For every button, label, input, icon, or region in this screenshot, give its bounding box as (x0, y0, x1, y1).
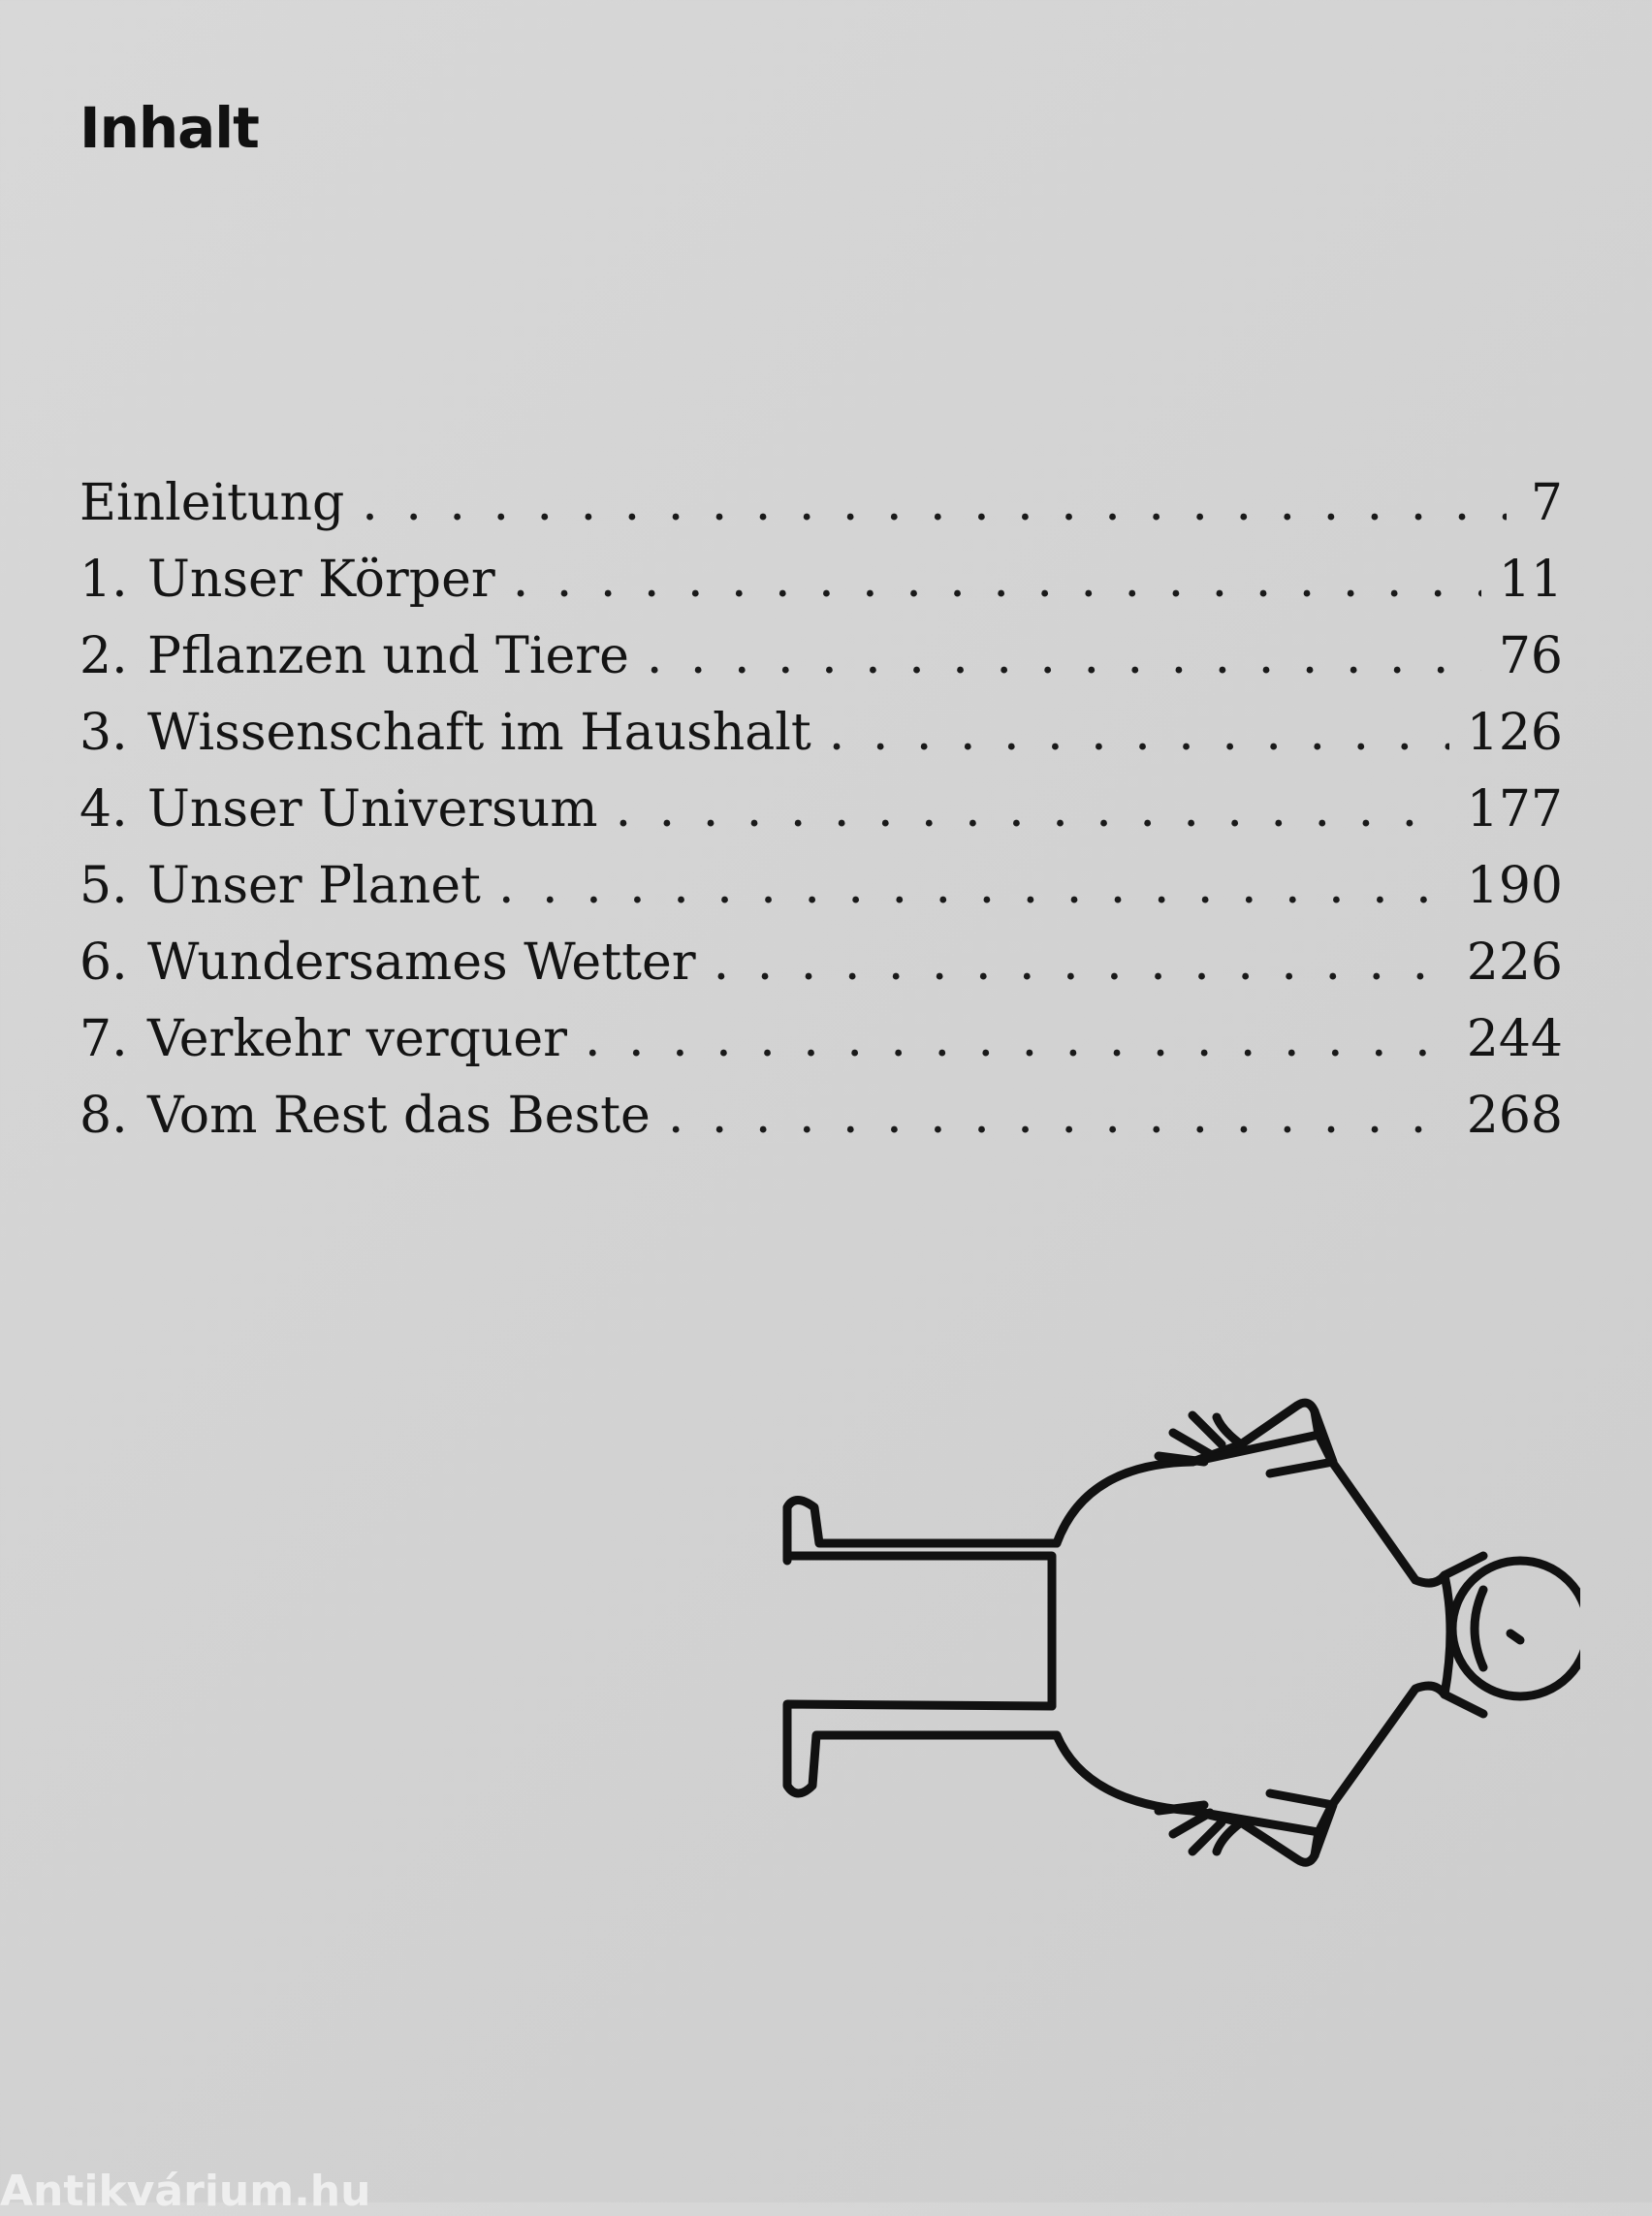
torso (1057, 1403, 1483, 1583)
toc-entry-label: Pflanzen und Tiere (147, 627, 629, 685)
toc-entry-chapter-1[interactable] (79, 542, 1563, 618)
leg-lower (787, 1704, 1057, 1793)
toc-entry-number: 5. (79, 857, 128, 915)
toc-leader-dots (616, 772, 1449, 848)
toc-entry-label: Verkehr verquer (147, 1010, 567, 1068)
eye (1510, 1633, 1520, 1640)
toc-entry-introduction[interactable] (79, 465, 1563, 542)
watermark-text: Antikvárium.hu (0, 2167, 371, 2216)
toc-entry-page: 76 (1498, 627, 1563, 685)
toc-leader-dots (647, 618, 1481, 695)
toc-entry-label: Wissenschaft im Haushalt (147, 704, 811, 762)
toc-entry-label: Unser Universum (147, 780, 598, 839)
toc-entry-page: 268 (1466, 1087, 1563, 1145)
toc-entry-page: 177 (1466, 780, 1563, 839)
toc-entry-page: 244 (1466, 1010, 1563, 1068)
toc-entry-number: 1. (79, 551, 128, 609)
toc-entry-chapter-3[interactable] (79, 695, 1563, 772)
toc-leader-dots (829, 695, 1449, 772)
smile (1475, 1590, 1483, 1667)
toc-entry-chapter-4[interactable] (79, 772, 1563, 848)
toc-entry-chapter-8[interactable] (79, 1078, 1563, 1155)
toc-entry-chapter-5[interactable] (79, 848, 1563, 925)
toc-leader-dots (585, 1001, 1449, 1078)
toc-leader-dots (362, 465, 1507, 542)
arm-bottom (1159, 1805, 1318, 1852)
neck (1445, 1575, 1450, 1694)
toc-entry-number: 6. (79, 934, 128, 992)
toc-entry-page: 7 (1530, 474, 1563, 532)
toc-leader-dots (714, 925, 1449, 1001)
table-of-contents (79, 465, 1563, 1155)
toc-entry-chapter-6[interactable] (79, 925, 1563, 1001)
toc-entry-label: Unser Planet (147, 857, 481, 915)
toc-entry-number: 7. (79, 1010, 128, 1068)
toc-entry-number: 3. (79, 704, 128, 762)
toc-entry-label: Wundersames Wetter (147, 934, 696, 992)
toc-leader-dots (513, 542, 1481, 618)
page-title: Inhalt (79, 95, 259, 161)
toc-entry-label: Vom Rest das Beste (147, 1087, 651, 1145)
toc-entry-label: Einleitung (79, 474, 345, 532)
toc-entry-page: 11 (1498, 551, 1563, 609)
torso-lower (1057, 1686, 1483, 1862)
leg-upper (787, 1501, 1057, 1707)
toc-entry-number: 8. (79, 1087, 128, 1145)
toc-entry-chapter-2[interactable] (79, 618, 1563, 695)
toc-entry-number: 2. (79, 627, 128, 685)
toc-entry-page: 190 (1466, 857, 1563, 915)
stick-figure-illustration (766, 1338, 1580, 1939)
toc-entry-page: 126 (1466, 704, 1563, 762)
toc-leader-dots (668, 1078, 1449, 1155)
toc-entry-page: 226 (1466, 934, 1563, 992)
toc-entry-chapter-7[interactable] (79, 1001, 1563, 1078)
toc-leader-dots (498, 848, 1449, 925)
toc-entry-number: 4. (79, 780, 128, 839)
arm-top (1159, 1415, 1318, 1462)
toc-entry-label: Unser Körper (147, 551, 495, 609)
